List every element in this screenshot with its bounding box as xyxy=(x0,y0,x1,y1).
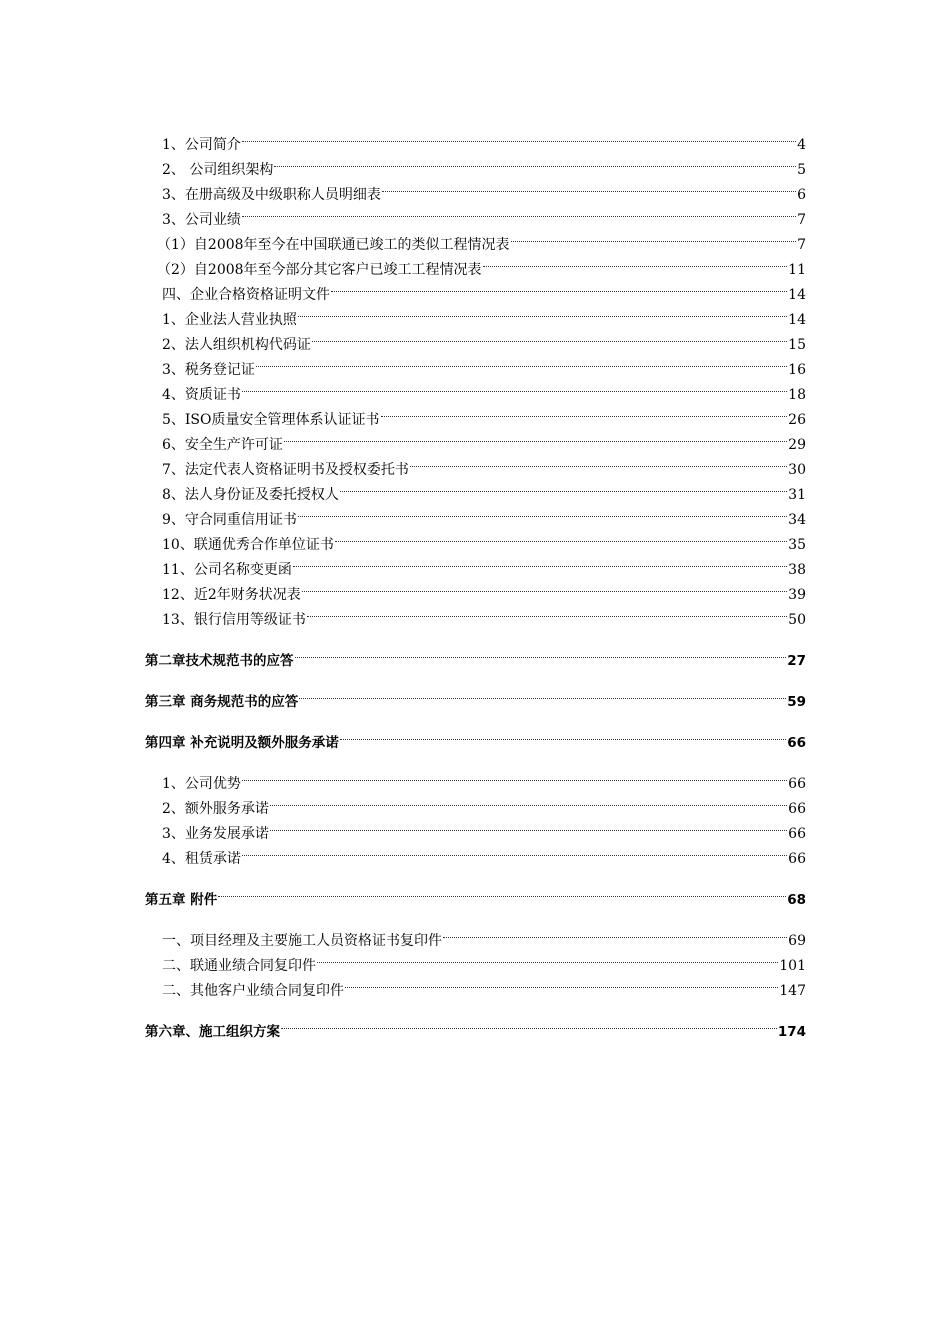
toc-entry[interactable] xyxy=(0,399,806,428)
toc-entry[interactable] xyxy=(0,374,806,403)
toc-entry-label: （2）自2008年至今部分其它客户已竣工工程情况表 xyxy=(157,262,482,278)
toc-entry-label: 2、法人组织机构代码证 xyxy=(162,337,311,353)
toc-page-number: 66 xyxy=(788,851,806,867)
toc-page-number: 27 xyxy=(787,653,806,669)
toc-entry-label: 3、业务发展承诺 xyxy=(162,826,269,842)
toc-entry[interactable] xyxy=(0,970,806,999)
toc-entry-label: 7、法定代表人资格证明书及授权委托书 xyxy=(162,462,409,478)
toc-entry[interactable] xyxy=(0,449,806,478)
toc-page-number: 38 xyxy=(788,562,806,578)
toc-page-number: 50 xyxy=(788,612,806,628)
toc-page-number: 15 xyxy=(788,337,806,353)
toc-page-number: 174 xyxy=(777,1024,806,1040)
toc-dot-leader xyxy=(298,499,787,524)
toc-entry-label: 1、公司简介 xyxy=(162,137,241,153)
toc-dot-leader xyxy=(331,274,787,299)
toc-page-number: 66 xyxy=(788,801,806,817)
toc-chapter-entry[interactable] xyxy=(0,681,806,710)
toc-entry-label: 3、在册高级及中级职称人员明细表 xyxy=(162,187,381,203)
toc-dot-leader xyxy=(340,722,787,747)
toc-dot-leader xyxy=(298,299,787,324)
toc-dot-leader xyxy=(242,374,787,399)
toc-page-number: 147 xyxy=(779,983,806,999)
toc-entry-label: 6、安全生产许可证 xyxy=(162,437,283,453)
toc-dot-leader xyxy=(340,474,787,499)
toc-dot-leader xyxy=(293,549,787,574)
toc-entry-label: 9、守合同重信用证书 xyxy=(162,512,297,528)
toc-entry-label: 4、资质证书 xyxy=(162,387,241,403)
toc-entry[interactable] xyxy=(0,813,806,842)
toc-page-number: 4 xyxy=(797,137,806,153)
toc-entry[interactable] xyxy=(0,549,806,578)
toc-page-number: 68 xyxy=(787,892,806,908)
toc-entry-label: （1）自2008年至今在中国联通已竣工的类似工程情况表 xyxy=(157,237,510,253)
toc-dot-leader xyxy=(483,249,788,274)
toc-chapter-entry[interactable] xyxy=(0,640,806,669)
toc-entry-label: 11、公司名称变更函 xyxy=(162,562,292,578)
toc-dot-leader xyxy=(242,124,796,149)
toc-page-number: 11 xyxy=(788,262,806,278)
toc-page-number: 7 xyxy=(797,237,806,253)
toc-dot-leader xyxy=(270,813,787,838)
toc-entry-label: 第五章 附件 xyxy=(145,892,218,908)
toc-page-number: 7 xyxy=(797,212,806,228)
toc-entry[interactable] xyxy=(0,945,806,974)
toc-page-number: 14 xyxy=(788,312,806,328)
toc-page-number: 29 xyxy=(788,437,806,453)
toc-page-number: 14 xyxy=(788,287,806,303)
toc-dot-leader xyxy=(381,399,788,424)
toc-dot-leader xyxy=(345,970,778,995)
toc-entry[interactable] xyxy=(0,499,806,528)
toc-entry[interactable] xyxy=(0,599,806,628)
toc-entry[interactable] xyxy=(0,524,806,553)
toc-page-number: 59 xyxy=(787,694,806,710)
toc-page-number: 101 xyxy=(779,958,806,974)
toc-entry-label: 8、法人身份证及委托授权人 xyxy=(162,487,339,503)
toc-page-number: 31 xyxy=(788,487,806,503)
toc-entry-label: 5、ISO质量安全管理体系认证证书 xyxy=(162,412,380,428)
toc-dot-leader xyxy=(295,640,787,665)
toc-entry[interactable] xyxy=(0,224,806,253)
toc-page-number: 26 xyxy=(788,412,806,428)
toc-entry-label: 第二章技术规范书的应答 xyxy=(145,653,294,669)
toc-entry[interactable] xyxy=(0,424,806,453)
toc-dot-leader xyxy=(317,945,778,970)
toc-chapter-entry[interactable] xyxy=(0,1011,806,1040)
toc-entry[interactable] xyxy=(0,324,806,353)
toc-dot-leader xyxy=(242,838,787,863)
toc-entry-label: 四、企业合格资格证明文件 xyxy=(162,287,330,303)
toc-entry-label: 2、额外服务承诺 xyxy=(162,801,269,817)
toc-chapter-entry[interactable] xyxy=(0,879,806,908)
toc-entry-label: 第六章、施工组织方案 xyxy=(145,1024,280,1040)
toc-dot-leader xyxy=(307,599,787,624)
toc-entry[interactable] xyxy=(0,763,806,792)
toc-entry-label: 3、税务登记证 xyxy=(162,362,255,378)
toc-dot-leader xyxy=(256,349,787,374)
toc-dot-leader xyxy=(299,681,786,706)
toc-entry-label: 二、联通业绩合同复印件 xyxy=(162,958,316,974)
toc-entry-label: 12、近2年财务状况表 xyxy=(162,587,301,603)
toc-entry-label: 第三章 商务规范书的应答 xyxy=(145,694,299,710)
toc-page-number: 16 xyxy=(788,362,806,378)
toc-entry[interactable] xyxy=(0,174,806,203)
toc-entry-label: 1、企业法人营业执照 xyxy=(162,312,297,328)
toc-dot-leader xyxy=(242,763,787,788)
toc-dot-leader xyxy=(270,788,787,813)
toc-dot-leader xyxy=(218,879,786,904)
toc-entry-label: 2、 公司组织架构 xyxy=(162,162,274,178)
toc-page-number: 5 xyxy=(797,162,806,178)
toc-page-number: 6 xyxy=(797,187,806,203)
toc-dot-leader xyxy=(312,324,787,349)
toc-entry[interactable] xyxy=(0,299,806,328)
toc-entry[interactable] xyxy=(0,199,806,228)
toc-entry[interactable] xyxy=(0,838,806,867)
toc-page-number: 18 xyxy=(788,387,806,403)
toc-page-number: 39 xyxy=(788,587,806,603)
toc-page-number: 66 xyxy=(788,776,806,792)
toc-entry[interactable] xyxy=(0,474,806,503)
toc-entry[interactable] xyxy=(0,920,806,949)
toc-entry[interactable] xyxy=(0,149,806,178)
toc-page-number: 69 xyxy=(788,933,806,949)
toc-dot-leader xyxy=(410,449,787,474)
toc-entry[interactable] xyxy=(0,788,806,817)
toc-entry-label: 13、银行信用等级证书 xyxy=(162,612,306,628)
toc-page-number: 66 xyxy=(787,735,806,751)
toc-dot-leader xyxy=(302,574,787,599)
toc-entry[interactable] xyxy=(0,349,806,378)
toc-entry[interactable] xyxy=(0,574,806,603)
toc-entry-label: 第四章 补充说明及额外服务承诺 xyxy=(145,735,339,751)
toc-page-number: 35 xyxy=(788,537,806,553)
toc-entry-label: 二、其他客户业绩合同复印件 xyxy=(162,983,344,999)
toc-dot-leader xyxy=(335,524,787,549)
toc-dot-leader xyxy=(281,1011,777,1036)
toc-dot-leader xyxy=(242,199,796,224)
toc-page-number: 30 xyxy=(788,462,806,478)
toc-entry[interactable] xyxy=(0,249,806,278)
toc-page-number: 66 xyxy=(788,826,806,842)
toc-entry[interactable] xyxy=(0,274,806,303)
toc-chapter-entry[interactable] xyxy=(0,722,806,751)
toc-dot-leader xyxy=(382,174,796,199)
toc-dot-leader xyxy=(443,920,787,945)
toc-dot-leader xyxy=(511,224,797,249)
toc-entry-label: 1、公司优势 xyxy=(162,776,241,792)
toc-entry-label: 10、联通优秀合作单位证书 xyxy=(162,537,334,553)
toc-dot-leader xyxy=(274,149,796,174)
toc-entry-label: 一、项目经理及主要施工人员资格证书复印件 xyxy=(162,933,442,949)
table-of-contents xyxy=(0,124,950,1040)
toc-entry-label: 4、租赁承诺 xyxy=(162,851,241,867)
toc-page-number: 34 xyxy=(788,512,806,528)
toc-entry[interactable] xyxy=(0,124,806,153)
toc-dot-leader xyxy=(284,424,787,449)
toc-entry-label: 3、公司业绩 xyxy=(162,212,241,228)
